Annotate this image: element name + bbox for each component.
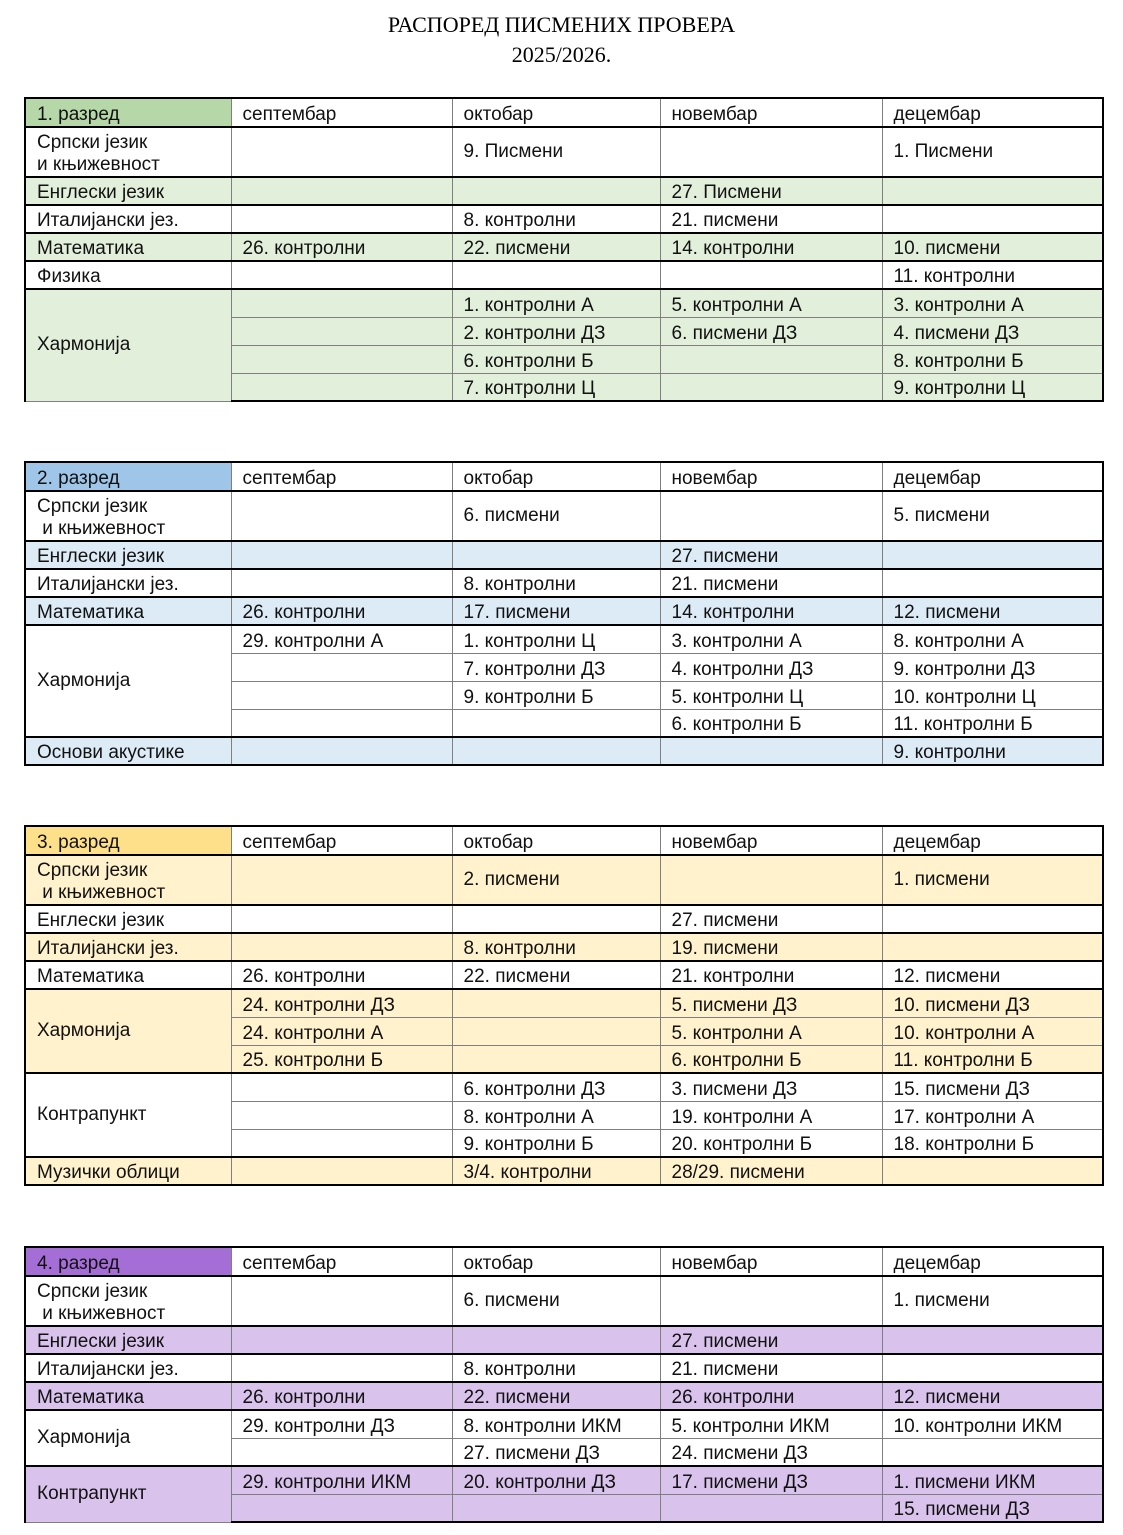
schedule-cell: [660, 1276, 882, 1326]
schedule-cell: 2. контролни ДЗ: [452, 317, 660, 345]
schedule-cell: [452, 905, 660, 933]
subject-name: Српски језик и књижевност: [25, 1276, 231, 1326]
schedule-cell: 6. контролни Б: [660, 709, 882, 737]
schedule-cell: [882, 177, 1103, 205]
subject-name: Српски језик и књижевност: [25, 491, 231, 541]
schedule-cell: [231, 1101, 452, 1129]
schedule-cell: 5. контролни ИКМ: [660, 1410, 882, 1438]
schedule-cell: 15. писмени ДЗ: [882, 1073, 1103, 1101]
month-header: децембар: [882, 98, 1103, 127]
subject-name: Математика: [25, 233, 231, 261]
table-row: [25, 1382, 1103, 1410]
schedule-cell: [452, 1326, 660, 1354]
schedule-cell: 27. писмени ДЗ: [452, 1438, 660, 1466]
schedule-cell: 6. писмени: [452, 491, 660, 541]
schedule-cell: 9. Писмени: [452, 127, 660, 177]
schedule-cell: 26. контролни: [231, 961, 452, 989]
table-row: [25, 233, 1103, 261]
month-header: септембар: [231, 462, 452, 491]
schedule-cell: 12. писмени: [882, 597, 1103, 625]
schedule-cell: [882, 905, 1103, 933]
schedule-cell: 29. контролни А: [231, 625, 452, 653]
schedule-cell: [231, 1438, 452, 1466]
schedule-cell: 10. контролни Ц: [882, 681, 1103, 709]
schedule-cell: 24. контролни А: [231, 1017, 452, 1045]
schedule-cell: [452, 1045, 660, 1073]
table-row: [25, 597, 1103, 625]
grade-label: 3. разред: [25, 826, 231, 855]
grade-label: 4. разред: [25, 1247, 231, 1276]
table-row: [25, 1276, 1103, 1326]
schedule-cell: 7. контролни ДЗ: [452, 653, 660, 681]
month-header: новембар: [660, 826, 882, 855]
table-row: [25, 127, 1103, 177]
subject-name: Хармонија: [25, 1410, 231, 1466]
month-header: новембар: [660, 1247, 882, 1276]
subject-name: Контрапункт: [25, 1466, 231, 1522]
schedule-cell: 11. контролни: [882, 261, 1103, 289]
schedule-cell: 5. контролни А: [660, 289, 882, 317]
schedule-cell: [660, 855, 882, 905]
schedule-cell: 1. Писмени: [882, 127, 1103, 177]
schedule-cell: 6. контролни Б: [452, 345, 660, 373]
table-row: [25, 933, 1103, 961]
schedule-cell: 26. контролни: [231, 1382, 452, 1410]
schedule-cell: 27. писмени: [660, 1326, 882, 1354]
schedule-cell: [231, 289, 452, 317]
grade-label: 1. разред: [25, 98, 231, 127]
schedule-cell: [452, 989, 660, 1017]
table-row: [25, 205, 1103, 233]
subject-name: Основи акустике: [25, 737, 231, 765]
schedule-cell: 1. писмени: [882, 855, 1103, 905]
schedule-cell: [231, 373, 452, 401]
month-header: децембар: [882, 462, 1103, 491]
schedule-cell: 18. контролни Б: [882, 1129, 1103, 1157]
schedule-cell: 17. писмени: [452, 597, 660, 625]
schedule-cell: [231, 1326, 452, 1354]
schedule-cell: 1. контролни А: [452, 289, 660, 317]
schedule-cell: 26. контролни: [660, 1382, 882, 1410]
subject-name: Математика: [25, 1382, 231, 1410]
schedule-cell: [452, 1017, 660, 1045]
table-row: [25, 289, 1103, 317]
schedule-cell: [660, 261, 882, 289]
month-header: септембар: [231, 1247, 452, 1276]
schedule-cell: 10. контролни ИКМ: [882, 1410, 1103, 1438]
schedule-cell: 8. контролни Б: [882, 345, 1103, 373]
schedule-cell: 8. контролни: [452, 933, 660, 961]
subject-name: Енглески језик: [25, 177, 231, 205]
schedule-cell: [231, 933, 452, 961]
schedule-cell: 21. контролни: [660, 961, 882, 989]
header-row: [25, 1247, 1103, 1276]
schedule-cell: [231, 127, 452, 177]
schedule-cell: [452, 177, 660, 205]
schedule-cell: 1. писмени ИКМ: [882, 1466, 1103, 1494]
schedule-cell: [231, 709, 452, 737]
month-header: децембар: [882, 1247, 1103, 1276]
subject-name: Италијански јез.: [25, 933, 231, 961]
schedule-cell: [231, 855, 452, 905]
schedule-cell: [231, 569, 452, 597]
schedule-cell: [231, 653, 452, 681]
schedule-cell: 22. писмени: [452, 233, 660, 261]
header-row: [25, 98, 1103, 127]
schedule-cell: [660, 737, 882, 765]
subject-name: Српски језик и књижевност: [25, 855, 231, 905]
schedule-cell: 3. контролни А: [882, 289, 1103, 317]
subject-name: Енглески језик: [25, 905, 231, 933]
schedule-cell: [882, 569, 1103, 597]
schedule-cell: 9. контролни ДЗ: [882, 653, 1103, 681]
schedule-cell: 14. контролни: [660, 233, 882, 261]
table-row: [25, 961, 1103, 989]
schedule-cell: 7. контролни Ц: [452, 373, 660, 401]
schedule-cell: 4. писмени ДЗ: [882, 317, 1103, 345]
subject-name: Енглески језик: [25, 1326, 231, 1354]
schedule-cell: 8. контролни: [452, 569, 660, 597]
subject-name: Контрапункт: [25, 1073, 231, 1157]
month-header: септембар: [231, 98, 452, 127]
month-header: новембар: [660, 98, 882, 127]
schedule-cell: [452, 709, 660, 737]
schedule-cell: 6. писмени ДЗ: [660, 317, 882, 345]
table-row: [25, 1157, 1103, 1185]
schedule-cell: [660, 345, 882, 373]
schedule-cell: [660, 491, 882, 541]
schedule-cell: 22. писмени: [452, 961, 660, 989]
schedule-cell: 11. контролни Б: [882, 709, 1103, 737]
subject-name: Енглески језик: [25, 541, 231, 569]
schedule-cell: [231, 317, 452, 345]
schedule-cell: [660, 1494, 882, 1522]
schedule-cell: 5. контролни Ц: [660, 681, 882, 709]
schedule-cell: 21. писмени: [660, 205, 882, 233]
schedule-cell: [660, 127, 882, 177]
table-row: [25, 261, 1103, 289]
schedule-cell: 3. писмени ДЗ: [660, 1073, 882, 1101]
table-row: [25, 625, 1103, 653]
schedule-cell: 26. контролни: [231, 233, 452, 261]
subject-name: Хармонија: [25, 625, 231, 737]
schedule-cell: 9. контролни Б: [452, 1129, 660, 1157]
schedule-cell: 27. писмени: [660, 905, 882, 933]
schedule-cell: 1. писмени: [882, 1276, 1103, 1326]
schedule-cell: 2. писмени: [452, 855, 660, 905]
subject-name: Италијански јез.: [25, 205, 231, 233]
schedule-cell: 5. писмени ДЗ: [660, 989, 882, 1017]
schedule-cell: 21. писмени: [660, 1354, 882, 1382]
month-header: децембар: [882, 826, 1103, 855]
schedule-cell: [231, 905, 452, 933]
schedule-cell: 8. контролни ИКМ: [452, 1410, 660, 1438]
schedule-cell: [231, 491, 452, 541]
schedule-cell: [231, 1276, 452, 1326]
schedule-cell: 10. писмени ДЗ: [882, 989, 1103, 1017]
schedule-cell: 22. писмени: [452, 1382, 660, 1410]
schedule-cell: 17. контролни А: [882, 1101, 1103, 1129]
month-header: октобар: [452, 462, 660, 491]
schedule-cell: 20. контролни Б: [660, 1129, 882, 1157]
month-header: октобар: [452, 98, 660, 127]
schedule-cell: 29. контролни ИКМ: [231, 1466, 452, 1494]
month-header: октобар: [452, 826, 660, 855]
grade-4-table: [24, 1246, 1104, 1523]
table-row: [25, 905, 1103, 933]
schedule-cell: [231, 1354, 452, 1382]
schedule-cell: [452, 1494, 660, 1522]
schedule-cell: [452, 541, 660, 569]
schedule-cell: 8. контролни А: [882, 625, 1103, 653]
schedule-cell: [882, 205, 1103, 233]
schedule-cell: [231, 737, 452, 765]
schedule-cell: [231, 261, 452, 289]
month-header: септембар: [231, 826, 452, 855]
schedule-cell: 9. контролни Б: [452, 681, 660, 709]
subject-name: Музички облици: [25, 1157, 231, 1185]
schedule-cell: 10. писмени: [882, 233, 1103, 261]
schedule-cell: 29. контролни ДЗ: [231, 1410, 452, 1438]
schedule-cell: 19. писмени: [660, 933, 882, 961]
schedule-cell: 11. контролни Б: [882, 1045, 1103, 1073]
schedule-cell: [882, 1326, 1103, 1354]
subject-name: Физика: [25, 261, 231, 289]
month-header: новембар: [660, 462, 882, 491]
grade-1-table: [24, 97, 1104, 402]
table-row: [25, 1073, 1103, 1101]
schedule-cell: [231, 1129, 452, 1157]
schedule-cell: [882, 1438, 1103, 1466]
schedule-cell: [231, 1494, 452, 1522]
schedule-cell: [882, 933, 1103, 961]
schedule-cell: 12. писмени: [882, 961, 1103, 989]
table-row: [25, 989, 1103, 1017]
schedule-cell: 5. писмени: [882, 491, 1103, 541]
schedule-cell: [882, 1354, 1103, 1382]
table-row: [25, 737, 1103, 765]
month-header: октобар: [452, 1247, 660, 1276]
subject-name: Италијански јез.: [25, 569, 231, 597]
subject-name: Српски језик и књижевност: [25, 127, 231, 177]
schedule-cell: [882, 1157, 1103, 1185]
schedule-cell: 24. контролни ДЗ: [231, 989, 452, 1017]
schedule-cell: [231, 345, 452, 373]
schedule-cell: 25. контролни Б: [231, 1045, 452, 1073]
subject-name: Италијански јез.: [25, 1354, 231, 1382]
schedule-cell: 19. контролни А: [660, 1101, 882, 1129]
schedule-cell: 12. писмени: [882, 1382, 1103, 1410]
schedule-cell: 10. контролни А: [882, 1017, 1103, 1045]
schedule-cell: 26. контролни: [231, 597, 452, 625]
schedule-cell: 3/4. контролни: [452, 1157, 660, 1185]
schedule-cell: [231, 177, 452, 205]
schedule-cell: 6. контролни Б: [660, 1045, 882, 1073]
school-year: 2025/2026.: [511, 42, 612, 67]
schedule-cell: 6. контролни ДЗ: [452, 1073, 660, 1101]
schedule-cell: [882, 541, 1103, 569]
schedule-cell: [452, 737, 660, 765]
schedule-cell: [231, 1073, 452, 1101]
schedule-cell: 14. контролни: [660, 597, 882, 625]
schedule-cell: [660, 373, 882, 401]
schedule-cell: 20. контролни ДЗ: [452, 1466, 660, 1494]
table-row: [25, 1354, 1103, 1382]
schedule-cell: 28/29. писмени: [660, 1157, 882, 1185]
schedule-cell: 8. контролни А: [452, 1101, 660, 1129]
grade-3-table: [24, 825, 1104, 1186]
table-row: [25, 177, 1103, 205]
schedule-cell: [231, 541, 452, 569]
header-row: [25, 462, 1103, 491]
schedule-cell: 5. контролни А: [660, 1017, 882, 1045]
schedule-cell: 9. контролни Ц: [882, 373, 1103, 401]
schedule-cell: [452, 261, 660, 289]
table-row: [25, 1326, 1103, 1354]
subject-name: Математика: [25, 961, 231, 989]
schedule-cell: 21. писмени: [660, 569, 882, 597]
schedule-cell: 1. контролни Ц: [452, 625, 660, 653]
schedule-cell: 8. контролни: [452, 205, 660, 233]
schedule-cell: [231, 1157, 452, 1185]
schedule-cell: 24. писмени ДЗ: [660, 1438, 882, 1466]
grade-2-table: [24, 461, 1104, 766]
table-row: [25, 1466, 1103, 1494]
schedule-cell: [231, 681, 452, 709]
grade-label: 2. разред: [25, 462, 231, 491]
subject-name: Хармонија: [25, 989, 231, 1073]
schedule-cell: 3. контролни А: [660, 625, 882, 653]
schedule-cell: 4. контролни ДЗ: [660, 653, 882, 681]
schedule-cell: 27. Писмени: [660, 177, 882, 205]
schedule-cell: 6. писмени: [452, 1276, 660, 1326]
document-title: РАСПОРЕД ПИСМЕНИХ ПРОВЕРА: [387, 12, 736, 37]
schedule-cell: 9. контролни: [882, 737, 1103, 765]
schedule-cell: 8. контролни: [452, 1354, 660, 1382]
table-row: [25, 855, 1103, 905]
schedule-cell: 17. писмени ДЗ: [660, 1466, 882, 1494]
subject-name: Хармонија: [25, 289, 231, 401]
schedule-cell: 27. писмени: [660, 541, 882, 569]
table-row: [25, 1410, 1103, 1438]
header-row: [25, 826, 1103, 855]
table-row: [25, 491, 1103, 541]
subject-name: Математика: [25, 597, 231, 625]
table-row: [25, 541, 1103, 569]
table-row: [25, 569, 1103, 597]
schedule-cell: 15. писмени ДЗ: [882, 1494, 1103, 1522]
schedule-cell: [231, 205, 452, 233]
